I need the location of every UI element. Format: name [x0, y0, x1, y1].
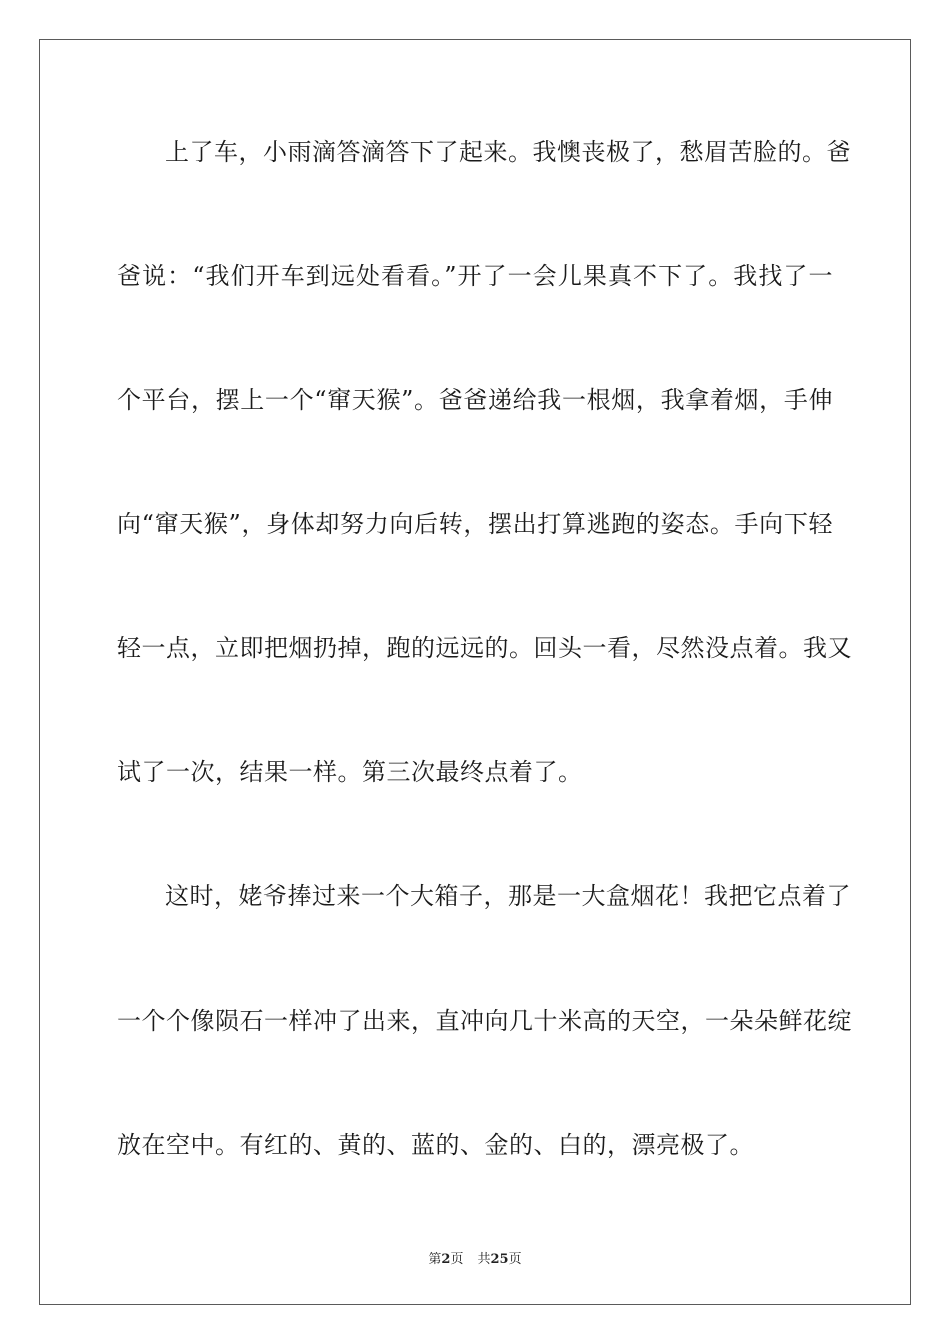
paragraph-2-line-1: 这时，姥爷捧过来一个大箱子，那是一大盒烟花！我把它点着了 [165, 882, 851, 910]
page-prefix: 第 [428, 1252, 442, 1267]
total-prefix: 共 [477, 1252, 491, 1267]
paragraph-1-line-4: 向“窜天猴”，身体却努力向后转，摆出打算逃跑的姿态。手向下轻 [117, 510, 833, 538]
paragraph-1-line-2: 爸说：“我们开车到远处看看。”开了一会儿果真不下了。我找了一 [117, 262, 833, 290]
paragraph-1-line-5: 轻一点，立即把烟扔掉，跑的远远的。回头一看，尽然没点着。我又 [117, 634, 852, 662]
page-frame [39, 39, 911, 1305]
page-footer [0, 1248, 950, 1267]
paragraph-1-line-3: 个平台，摆上一个“窜天猴”。爸爸递给我一根烟，我拿着烟，手伸 [117, 386, 833, 414]
paragraph-1-line-6: 试了一次，结果一样。第三次最终点着了。 [117, 758, 583, 786]
page-number: 2 [441, 1252, 451, 1267]
paragraph-2-line-3: 放在空中。有红的、黄的、蓝的、金的、白的，漂亮极了。 [117, 1131, 754, 1159]
page-suffix: 页 [450, 1252, 464, 1267]
total-suffix: 页 [508, 1252, 522, 1267]
paragraph-2-line-2: 一个个像陨石一样冲了出来，直冲向几十米高的天空，一朵朵鲜花绽 [117, 1007, 852, 1035]
paragraph-1-line-1: 上了车，小雨滴答滴答下了起来。我懊丧极了，愁眉苦脸的。爸 [165, 138, 851, 166]
total-pages: 25 [490, 1252, 509, 1267]
